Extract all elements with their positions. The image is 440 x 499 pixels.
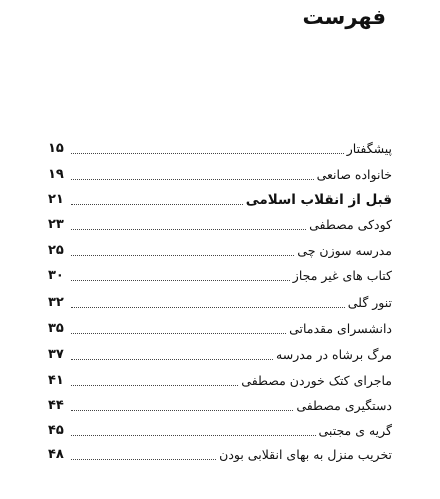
toc-entry-label: خانواده صانعی xyxy=(316,167,392,182)
toc-page-number: ۳۷ xyxy=(48,347,64,362)
toc-entry-school[interactable] xyxy=(48,237,392,259)
dot-leader xyxy=(71,359,273,360)
toc-entry-label: کودکی مصطفی xyxy=(309,217,392,232)
toc-page-number: ۲۳ xyxy=(48,217,64,232)
dot-leader xyxy=(71,435,316,436)
toc-page-number: ۴۱ xyxy=(48,373,64,388)
dot-leader xyxy=(71,229,306,230)
toc-entry-label: پیشگفتار xyxy=(346,141,392,156)
dot-leader xyxy=(71,459,216,460)
toc-entry-beating-incident[interactable] xyxy=(48,367,392,389)
toc-page-number: ۱۹ xyxy=(48,167,64,182)
toc-entry-label: مدرسه سوزن چی xyxy=(297,243,392,258)
toc-entry-label: دانشسرای مقدماتی xyxy=(289,321,392,336)
toc-page-number: ۳۰ xyxy=(48,268,64,283)
toc-entry-label: تخریب منزل به بهای انقلابی بودن xyxy=(219,447,392,462)
dot-leader xyxy=(71,153,344,154)
toc-entry-label: دستگیری مصطفی xyxy=(296,398,392,413)
toc-page-number: ۴۵ xyxy=(48,423,64,438)
toc-page-number: ۴۴ xyxy=(48,398,64,413)
toc-page-number: ۲۱ xyxy=(48,192,64,207)
toc-entry-preface[interactable] xyxy=(48,135,392,157)
toc-section-label: قبل از انقلاب اسلامی xyxy=(245,192,392,208)
toc-entry-label: تنور گلی xyxy=(347,295,392,310)
toc-entry-arrest[interactable] xyxy=(48,392,392,414)
dot-leader xyxy=(71,385,238,386)
toc-entry-house-destruction[interactable] xyxy=(48,441,392,463)
toc-entry-label: گریه ی مجتبی xyxy=(318,423,392,438)
dot-leader xyxy=(71,410,293,411)
toc-entry-banned-books[interactable] xyxy=(48,262,392,284)
dot-leader xyxy=(71,204,243,205)
toc-page-number: ۱۵ xyxy=(48,141,64,156)
dot-leader xyxy=(71,179,314,180)
dot-leader xyxy=(71,307,345,308)
toc-entry-label: کتاب های غیر مجاز xyxy=(292,268,392,283)
page-title: فهرست xyxy=(302,5,386,29)
toc-entry-death-to-shah[interactable] xyxy=(48,341,392,363)
toc-page-number: ۳۵ xyxy=(48,321,64,336)
toc-page-number: ۳۲ xyxy=(48,295,64,310)
toc-entry-teachers-college[interactable] xyxy=(48,315,392,337)
dot-leader xyxy=(71,333,286,334)
toc-page-number: ۲۵ xyxy=(48,243,64,258)
dot-leader xyxy=(71,280,290,281)
toc-entry-clay-oven[interactable] xyxy=(48,289,392,311)
toc-section-before-revolution[interactable] xyxy=(48,186,392,208)
toc-entry-childhood[interactable] xyxy=(48,211,392,233)
toc-entry-label: ماجرای کتک خوردن مصطفی xyxy=(241,373,392,388)
toc-page-number: ۴۸ xyxy=(48,447,64,462)
toc-entry-mojtaba-crying[interactable] xyxy=(48,417,392,439)
dot-leader xyxy=(71,255,294,256)
toc-entry-label: مرگ برشاه در مدرسه xyxy=(276,347,392,362)
toc-entry-sanei-family[interactable] xyxy=(48,161,392,183)
